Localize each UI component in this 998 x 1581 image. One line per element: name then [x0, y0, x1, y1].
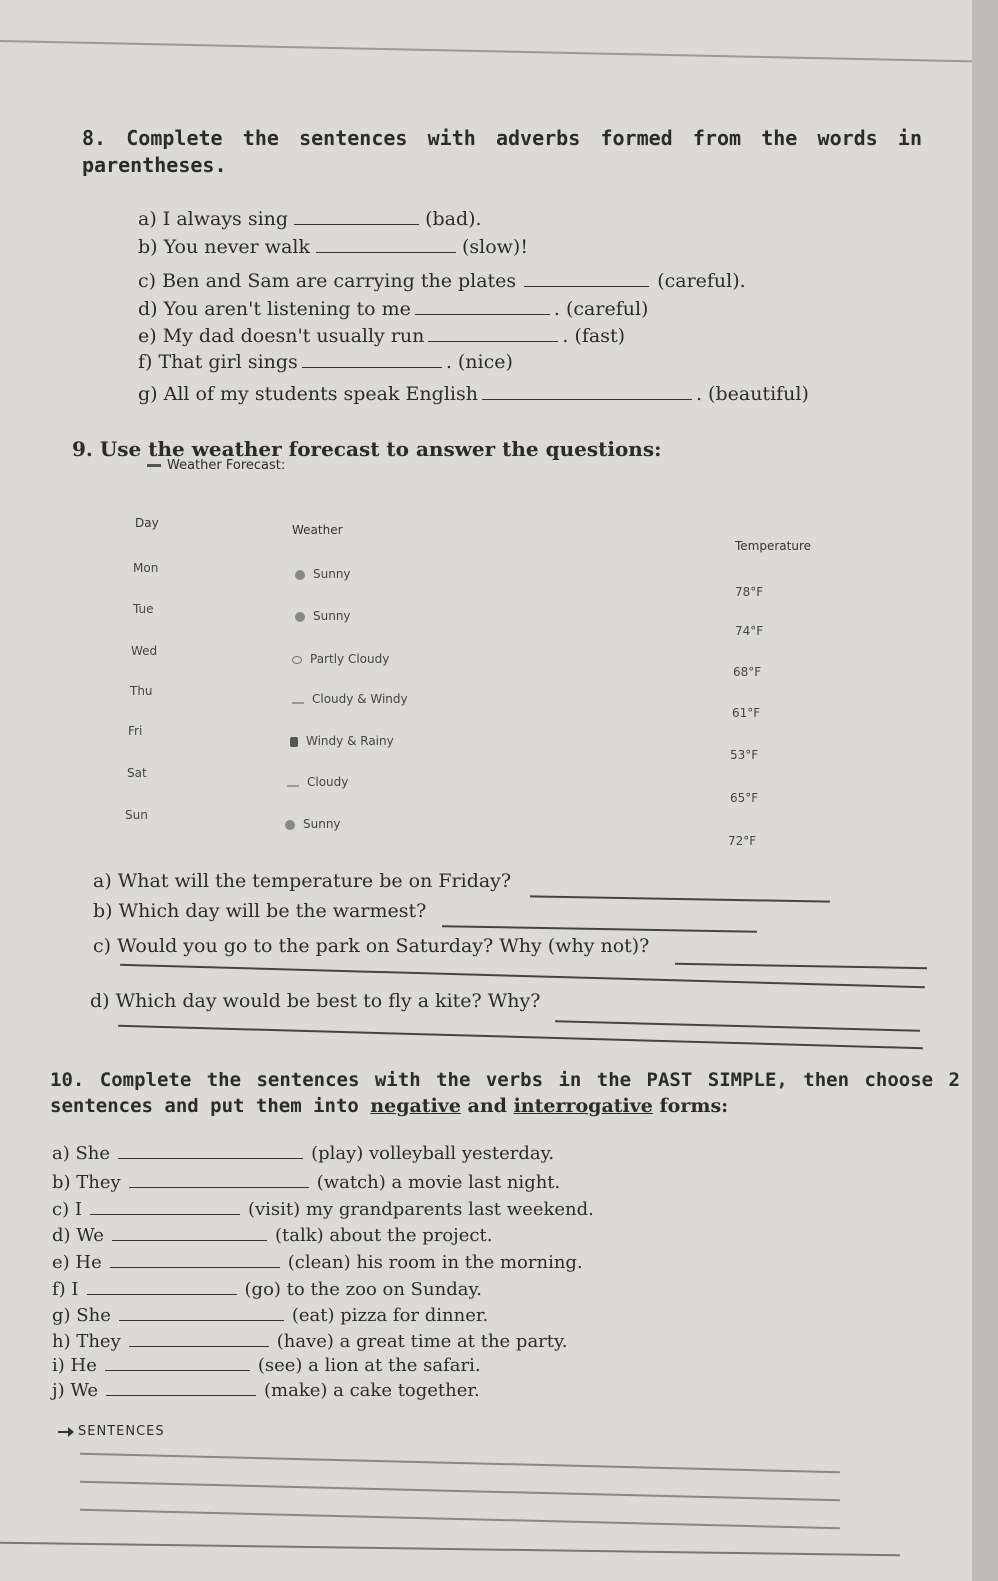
- row-day: Fri: [128, 724, 143, 738]
- row-day: Sat: [127, 766, 147, 780]
- answer-line[interactable]: [120, 964, 925, 988]
- sentence-line[interactable]: [80, 1481, 840, 1501]
- exercise-8-title: 8. Complete the sentences with adverbs formed from the words in parentheses.: [82, 126, 922, 177]
- col-header-weather: Weather: [292, 523, 343, 537]
- answer-blank[interactable]: [415, 313, 550, 315]
- ex9-question-a: a) What will the temperature be on Friday?: [93, 870, 512, 892]
- ex10-item-d: d) We (talk) about the project.: [52, 1225, 493, 1246]
- ex10-item-c: c) I (visit) my grandparents last weekend.: [52, 1199, 594, 1220]
- sun-icon: [295, 570, 305, 580]
- sentence-line[interactable]: [80, 1453, 840, 1473]
- ex10-item-b: b) They (watch) a movie last night.: [52, 1172, 561, 1193]
- answer-blank[interactable]: [110, 1266, 280, 1268]
- answer-blank[interactable]: [119, 1319, 284, 1321]
- arrow-right-icon: [58, 1431, 70, 1433]
- row-day: Thu: [130, 684, 153, 698]
- row-weather: Partly Cloudy: [292, 652, 389, 666]
- ex8-item-a: a) I always sing (bad).: [138, 208, 482, 230]
- row-temp: 53°F: [730, 748, 759, 762]
- ex9-question-c: c) Would you go to the park on Saturday? Why (why not)?: [93, 935, 650, 957]
- row-weather: Sunny: [295, 609, 351, 623]
- ex10-item-a: a) She (play) volleyball yesterday.: [52, 1143, 555, 1164]
- ex8-item-e: e) My dad doesn't usually run . (fast): [138, 325, 626, 347]
- sentence-line[interactable]: [0, 1542, 900, 1556]
- ex8-item-d: d) You aren't listening to me . (careful): [138, 298, 649, 320]
- row-day: Wed: [131, 644, 158, 658]
- row-day: Sun: [125, 808, 148, 822]
- answer-blank[interactable]: [90, 1213, 240, 1215]
- ex8-item-b: b) You never walk (slow)!: [138, 236, 528, 258]
- answer-blank[interactable]: [294, 223, 419, 225]
- sun-icon: [285, 820, 295, 830]
- answer-line[interactable]: [442, 925, 757, 932]
- sun-icon: [295, 612, 305, 622]
- answer-line[interactable]: [675, 963, 927, 969]
- row-day: Tue: [133, 602, 154, 616]
- answer-line[interactable]: [118, 1025, 923, 1049]
- row-weather: Cloudy: [287, 775, 348, 789]
- sentence-line[interactable]: [80, 1509, 840, 1529]
- page-edge-line: [0, 40, 998, 63]
- ex8-item-g: g) All of my students speak English . (beautiful): [138, 383, 809, 405]
- col-header-day: Day: [135, 516, 159, 530]
- answer-blank[interactable]: [482, 398, 692, 400]
- answer-blank[interactable]: [112, 1239, 267, 1241]
- ex10-item-j: j) We (make) a cake together.: [52, 1380, 480, 1401]
- answer-blank[interactable]: [428, 340, 558, 342]
- ex10-item-f: f) I (go) to the zoo on Sunday.: [52, 1279, 482, 1300]
- row-weather: Windy & Rainy: [290, 734, 394, 748]
- answer-blank[interactable]: [105, 1369, 250, 1371]
- calendar-icon: [147, 464, 161, 467]
- page-shadow: [972, 0, 998, 1581]
- answer-blank[interactable]: [87, 1293, 237, 1295]
- answer-blank[interactable]: [106, 1394, 256, 1396]
- ex9-question-d: d) Which day would be best to fly a kite? Why?: [90, 990, 541, 1012]
- answer-line[interactable]: [530, 895, 830, 902]
- ex10-item-g: g) She (eat) pizza for dinner.: [52, 1305, 489, 1326]
- answer-blank[interactable]: [129, 1186, 309, 1188]
- row-temp: 68°F: [733, 665, 762, 679]
- row-temp: 61°F: [732, 706, 761, 720]
- row-temp: 65°F: [730, 791, 759, 805]
- answer-blank[interactable]: [524, 285, 649, 287]
- row-weather: Cloudy & Windy: [292, 692, 408, 706]
- row-day: Mon: [133, 561, 159, 575]
- exercise-10-title: 10. Complete the sentences with the verbs in the PAST SIMPLE, then choose 2 sentences and put them into negative and interrogative forms:: [50, 1069, 960, 1117]
- partly-cloudy-icon: [292, 656, 302, 664]
- sentences-label: SENTENCES: [58, 1424, 165, 1439]
- row-weather: Sunny: [285, 817, 341, 831]
- ex10-item-i: i) He (see) a lion at the safari.: [52, 1355, 481, 1376]
- answer-blank[interactable]: [302, 366, 442, 368]
- cloud-icon: [287, 779, 299, 787]
- ex10-item-h: h) They (have) a great time at the party.: [52, 1331, 568, 1352]
- row-temp: 78°F: [735, 585, 764, 599]
- answer-blank[interactable]: [129, 1345, 269, 1347]
- row-temp: 72°F: [728, 834, 757, 848]
- answer-blank[interactable]: [316, 251, 456, 253]
- forecast-label: Weather Forecast:: [147, 458, 285, 473]
- ex10-item-e: e) He (clean) his room in the morning.: [52, 1252, 583, 1273]
- answer-line[interactable]: [555, 1020, 920, 1031]
- col-header-temp: Temperature: [735, 539, 812, 553]
- ex8-item-f: f) That girl sings . (nice): [138, 351, 513, 373]
- row-temp: 74°F: [735, 624, 764, 638]
- ex8-item-c: c) Ben and Sam are carrying the plates (careful).: [138, 270, 746, 292]
- cloud-wind-icon: [292, 696, 304, 704]
- row-weather: Sunny: [295, 567, 351, 581]
- rain-icon: [290, 737, 298, 747]
- ex9-question-b: b) Which day will be the warmest?: [93, 900, 427, 922]
- answer-blank[interactable]: [118, 1157, 303, 1159]
- exercise-9-title: 9. Use the weather forecast to answer the questions:: [72, 437, 662, 461]
